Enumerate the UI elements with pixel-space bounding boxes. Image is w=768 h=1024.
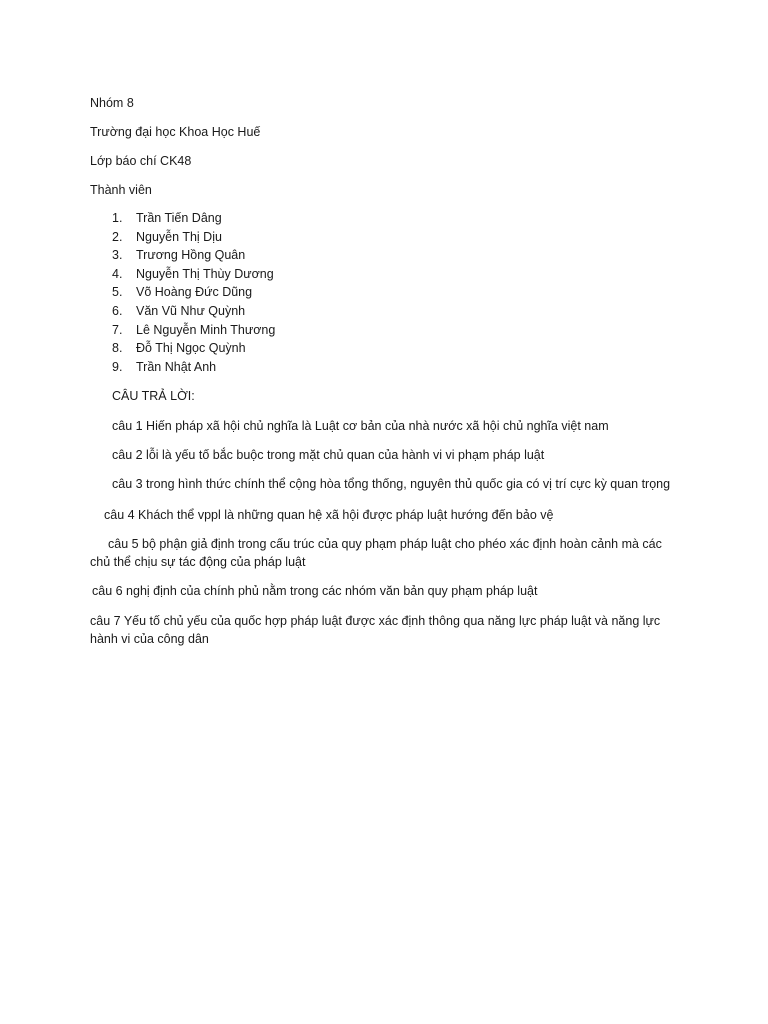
answer-1: câu 1 Hiến pháp xã hội chủ nghĩa là Luật cơ bản của nhà nước xã hội chủ nghĩa việt nam (112, 419, 609, 433)
list-item (112, 228, 275, 247)
list-number: 5. (112, 285, 123, 300)
answers-heading: CÂU TRẢ LỜI: (112, 389, 195, 403)
member-name: Trương Hồng Quân (136, 248, 246, 263)
member-name: Nguyễn Thị Dịu (136, 229, 222, 244)
list-number: 3. (112, 248, 123, 263)
member-name: Võ Hoàng Đức Dũng (136, 285, 253, 300)
list-item (112, 302, 275, 321)
member-name: Lê Nguyễn Minh Thương (136, 322, 276, 337)
list-item (112, 283, 275, 302)
list-item (112, 321, 275, 340)
list-number: 6. (112, 303, 123, 318)
answer-2: câu 2 lỗi là yếu tố bắc buộc trong mặt chủ quan của hành vi vi phạm pháp luật (112, 448, 545, 462)
list-number: 8. (112, 341, 123, 356)
answer-7: câu 7 Yếu tố chủ yếu của quốc hợp pháp luật được xác định thông qua năng lực pháp luật và năng lực hành vi của công dân (90, 614, 661, 646)
answer-5: câu 5 bộ phận giả định trong cấu trúc của quy phạm pháp luật cho phéo xác định hoàn cảnh mà các chủ thể chịu sự tác động của pháp luật (90, 537, 662, 569)
list-number: 2. (112, 229, 123, 244)
list-item (112, 246, 275, 265)
list-item (112, 265, 275, 284)
class-name: Lớp báo chí CK48 (90, 154, 192, 168)
member-name: Trần Nhật Anh (136, 359, 217, 374)
list-item (112, 358, 275, 377)
list-number: 4. (112, 266, 123, 281)
members-label: Thành viên (90, 183, 152, 197)
group-name: Nhóm 8 (90, 96, 134, 110)
list-item (112, 209, 275, 228)
list-item (112, 339, 275, 358)
school-name: Trường đại học Khoa Học Huế (90, 125, 261, 139)
answer-4: câu 4 Khách thể vppl là những quan hệ xã hội được pháp luật hướng đến bảo vệ (104, 508, 554, 522)
list-number: 9. (112, 359, 123, 374)
member-name: Đỗ Thị Ngọc Quỳnh (136, 341, 246, 356)
member-name: Nguyễn Thị Thùy Dương (136, 266, 274, 281)
answer-6: câu 6 nghị định của chính phủ nằm trong các nhóm văn bản quy phạm pháp luật (92, 584, 538, 598)
list-number: 7. (112, 322, 123, 337)
list-number: 1. (112, 211, 123, 225)
member-name: Văn Vũ Như Quỳnh (136, 303, 246, 318)
member-name: Trần Tiến Dâng (136, 211, 222, 225)
answer-3: câu 3 trong hình thức chính thể cộng hòa tổng thống, nguyên thủ quốc gia có vị trí cực kỳ quan trọng (112, 477, 671, 491)
members-list (112, 209, 275, 376)
